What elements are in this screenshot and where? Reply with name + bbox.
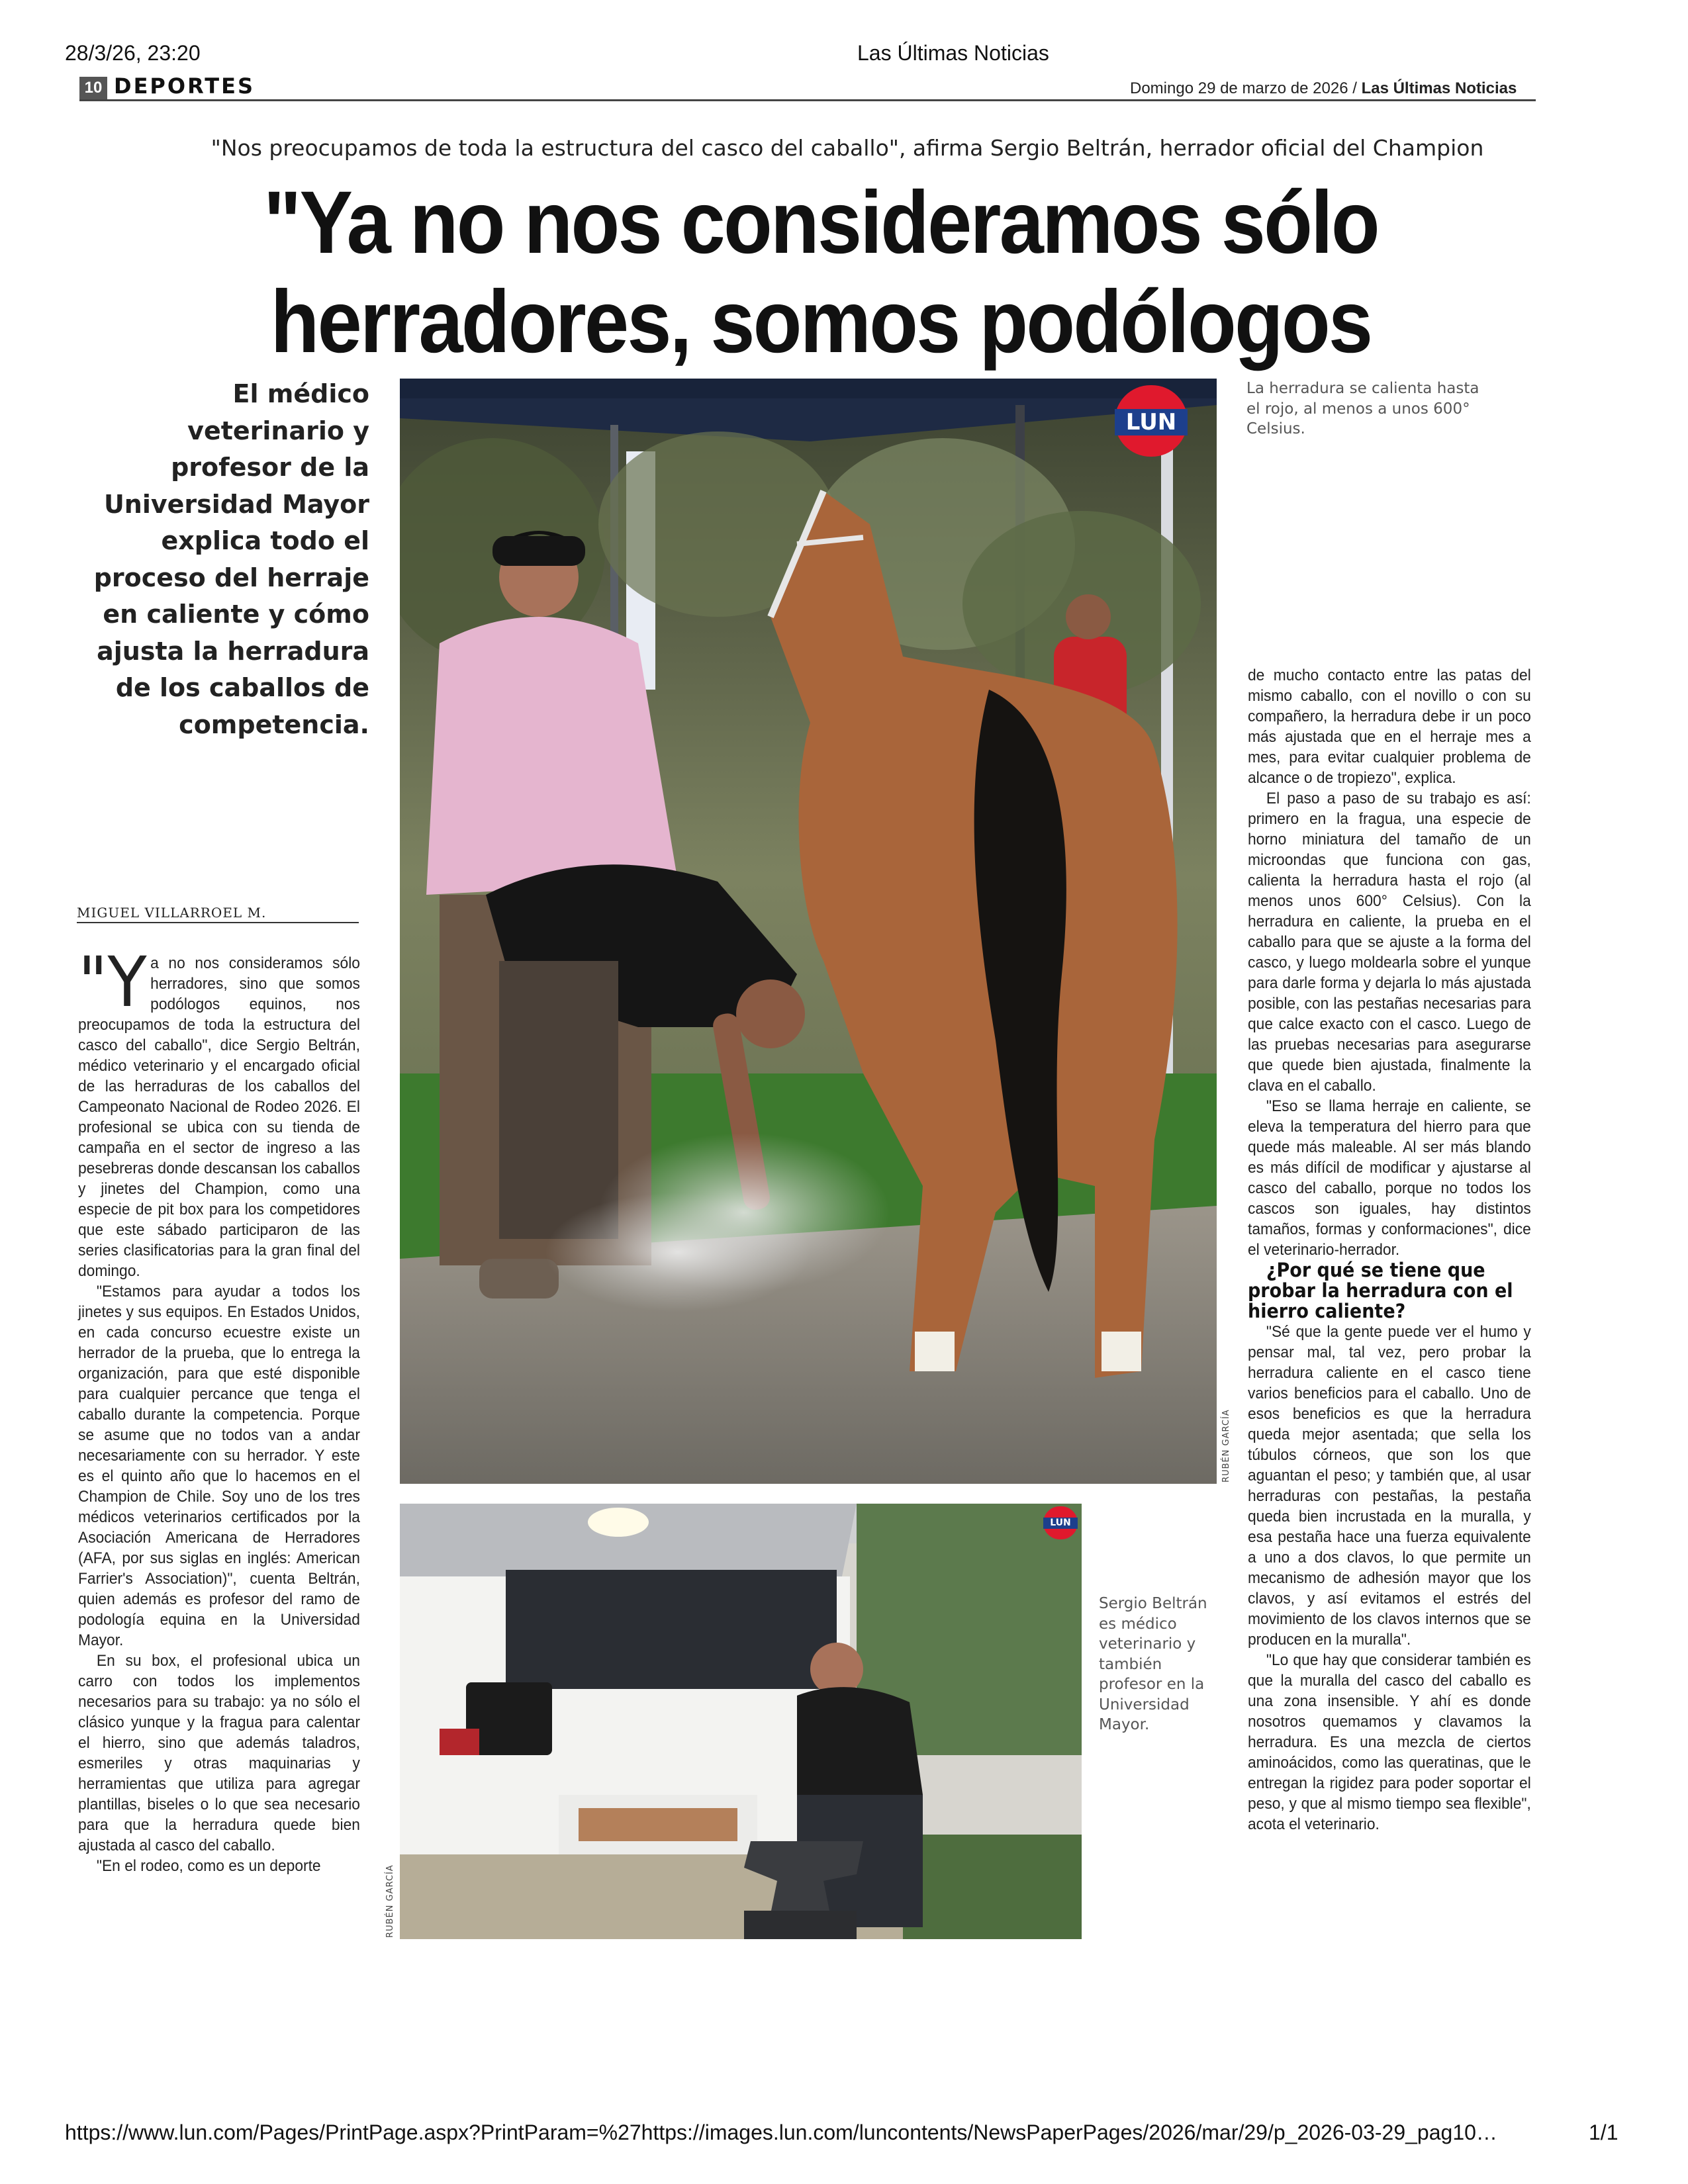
- col2-paragraph-3: "Eso se llama herraje en caliente, se eleva la temperatura del hierro para que quede más maleable. Al ser más blando es más difícil de modificar y ajustarse al casco del caballo, porque no todos los cascos son iguales, hay distintos tamaños, formas y conformaciones", dice el veterinario-herrador.: [1248, 1097, 1531, 1259]
- print-datetime: 28/3/26, 23:20: [65, 41, 201, 65]
- byline-rule: [77, 922, 359, 923]
- print-page-count: 1/1: [1589, 2120, 1618, 2144]
- dateline: [1130, 79, 1517, 98]
- col2-paragraph-2: El paso a paso de su trabajo es así: primero en la fragua, una especie de horno miniatura del tamaño de un microondas que funciona con gas, calienta la herradura hasta el rojo (al menos unos 600° Celsius). Con la herradura en caliente, la prueba en el caballo para que se ajuste a la forma del casco, y luego moldearla sobre el yunque para darle forma y dejarla lo más ajustada posible, con las pestañas necesarias para que calce exacto con el casco. Luego de las pruebas necesarias para asegurarse que quede bien ajustada, finalmente la clava en el caballo.: [1248, 790, 1531, 1095]
- article-column-1: [78, 942, 360, 1876]
- main-photo: [400, 379, 1217, 1484]
- lun-logo-small: [1043, 1506, 1078, 1539]
- kicker: "Nos preocupamos de toda la estructura del casco del caballo", afirma Sergio Beltrán, herrador oficial del Champion: [211, 135, 1484, 161]
- paragraph-2: "Estamos para ayudar a todos los jinetes y sus equipos. En Estados Unidos, en cada concurso ecuestre existe un herrador de la prueba, que lo entrega la organización, para que esté disponible para cualquier percance que tenga el caballo durante la competencia. Porque se asume que no todos van a andar necesariamente con su herrador. Y este es el quinto año que lo hacemos en el Champion de Chile. Soy uno de los tres médicos veterinarios certificados por la Asociación Americana de Herradores (AFA, por sus siglas en inglés: American Farrier's Association)", cuenta Beltrán, quien además es profesor del ramo de podología equina en la Universidad Mayor.: [78, 1283, 360, 1649]
- main-photo-caption: La herradura se calienta hasta el rojo, al menos a unos 600° Celsius.: [1246, 380, 1479, 437]
- header-rule: [79, 99, 1536, 101]
- col2-paragraph-5: "Lo que hay que considerar también es que la muralla del casco del caballo es una zona insensible. Y ahí es donde nosotros quemamos y clavamos la herradura. Es una mezcla de ciertos aminoácidos, como las queratinas, que le entregan la rigidez para poder soportar el peso, y que al mismo tiempo sea flexible", acota el veterinario.: [1248, 1651, 1531, 1833]
- lun-logo-small-text: LUN: [1043, 1518, 1078, 1529]
- second-photo-illustration: [400, 1504, 1082, 1939]
- headline-line-1: "Ya no nos consideramos sólo: [263, 173, 1378, 272]
- page-number: 10: [79, 77, 107, 99]
- byline: MIGUEL VILLARROEL M.: [77, 905, 267, 921]
- second-photo-credit: RUBÉN GARCÍA: [385, 1864, 395, 1938]
- paragraph-4: "En el rodeo, como es un deporte: [96, 1857, 321, 1875]
- print-url: https://www.lun.com/Pages/PrintPage.aspx?PrintParam=%27https://images.lun.com/luncontents/NewsPaperPages/2026/mar/29/p_2026-03-29_pag10…: [65, 2120, 1497, 2144]
- paragraph-1: "Ya no nos consideramos sólo herradores, sino que somos podólogos equinos, nos preocupamos de toda la estructura del casco del caballo", dice Sergio Beltrán, médico veterinario y el encargado oficial de las herraduras de los caballos del Campeonato Nacional de Rodeo 2026. El profesional se ubica con su tienda de campaña en el sector de ingreso a las pesebreras donde descansan los caballos y jinetes del Champion, como una especie de pit box para los competidores que este sábado participaron de las series clasificatorias para la gran final del domingo.: [78, 942, 360, 1280]
- col2-paragraph-4: "Sé que la gente puede ver el humo y pensar mal, tal vez, pero probar la herradura caliente en el casco tiene varios beneficios para el caballo. Uno de esos beneficios es que la herradura queda mejor asentada; que sella los túbulos córneos, que son los que aguantan el peso; y también que, al usar herraduras con pestañas, la pestaña queda bien incrustada en la muralla, y esa pestaña hace una fuerza equivalente a uno a dos clavos, lo que permite un mecanismo de adhesión mayor que los clavos, y así evitamos el estrés del movimiento de los clavos internos que se producen en la muralla".: [1248, 1323, 1531, 1649]
- print-site-title: Las Últimas Noticias: [857, 41, 1049, 65]
- standfirst: El médico veterinario y profesor de la Universidad Mayor explica todo el proceso del herraje en caliente y cómo ajusta la herradura de los caballos de competencia.: [93, 379, 369, 739]
- second-photo: [400, 1504, 1082, 1939]
- second-photo-caption: Sergio Beltrán es médico veterinario y también profesor en la Universidad Mayor.: [1099, 1595, 1207, 1733]
- paper-name: Las Últimas Noticias: [1361, 79, 1517, 97]
- headline-line-2: herradores, somos podólogos: [270, 273, 1372, 371]
- main-photo-credit: RUBÉN GARCÍA: [1221, 1409, 1231, 1482]
- article-column-2: [1248, 665, 1531, 1835]
- lun-logo-text: LUN: [1115, 409, 1188, 435]
- drop-cap: "Y: [78, 942, 147, 1023]
- page-date: Domingo 29 de marzo de 2026: [1130, 79, 1348, 97]
- lun-logo: [1115, 385, 1188, 457]
- subheading: ¿Por qué se tiene que probar la herradura con el hierro caliente?: [1248, 1259, 1513, 1322]
- paragraph-3: En su box, el profesional ubica un carro con todos los implementos necesarios para su trabajo: ya no sólo el clásico yunque y la fragua para calentar el hierro, sino que además taladros, esmeriles y otras maquinarias y herramientas que utiliza para agregar plantillas, biseles o lo que sea necesario para que la herradura quede bien ajustada al casco del caballo.: [78, 1652, 360, 1854]
- col2-paragraph-1: de mucho contacto entre las patas del mismo caballo, con el novillo o con su compañero, la herradura debe ir un poco más ajustada que en el herraje mes a mes, para evitar cualquier problema de alcance o de tropiezo", explica.: [1248, 666, 1531, 787]
- date-separator: /: [1352, 79, 1357, 97]
- section-name: DEPORTES: [114, 73, 256, 99]
- main-photo-illustration: [400, 379, 1217, 1484]
